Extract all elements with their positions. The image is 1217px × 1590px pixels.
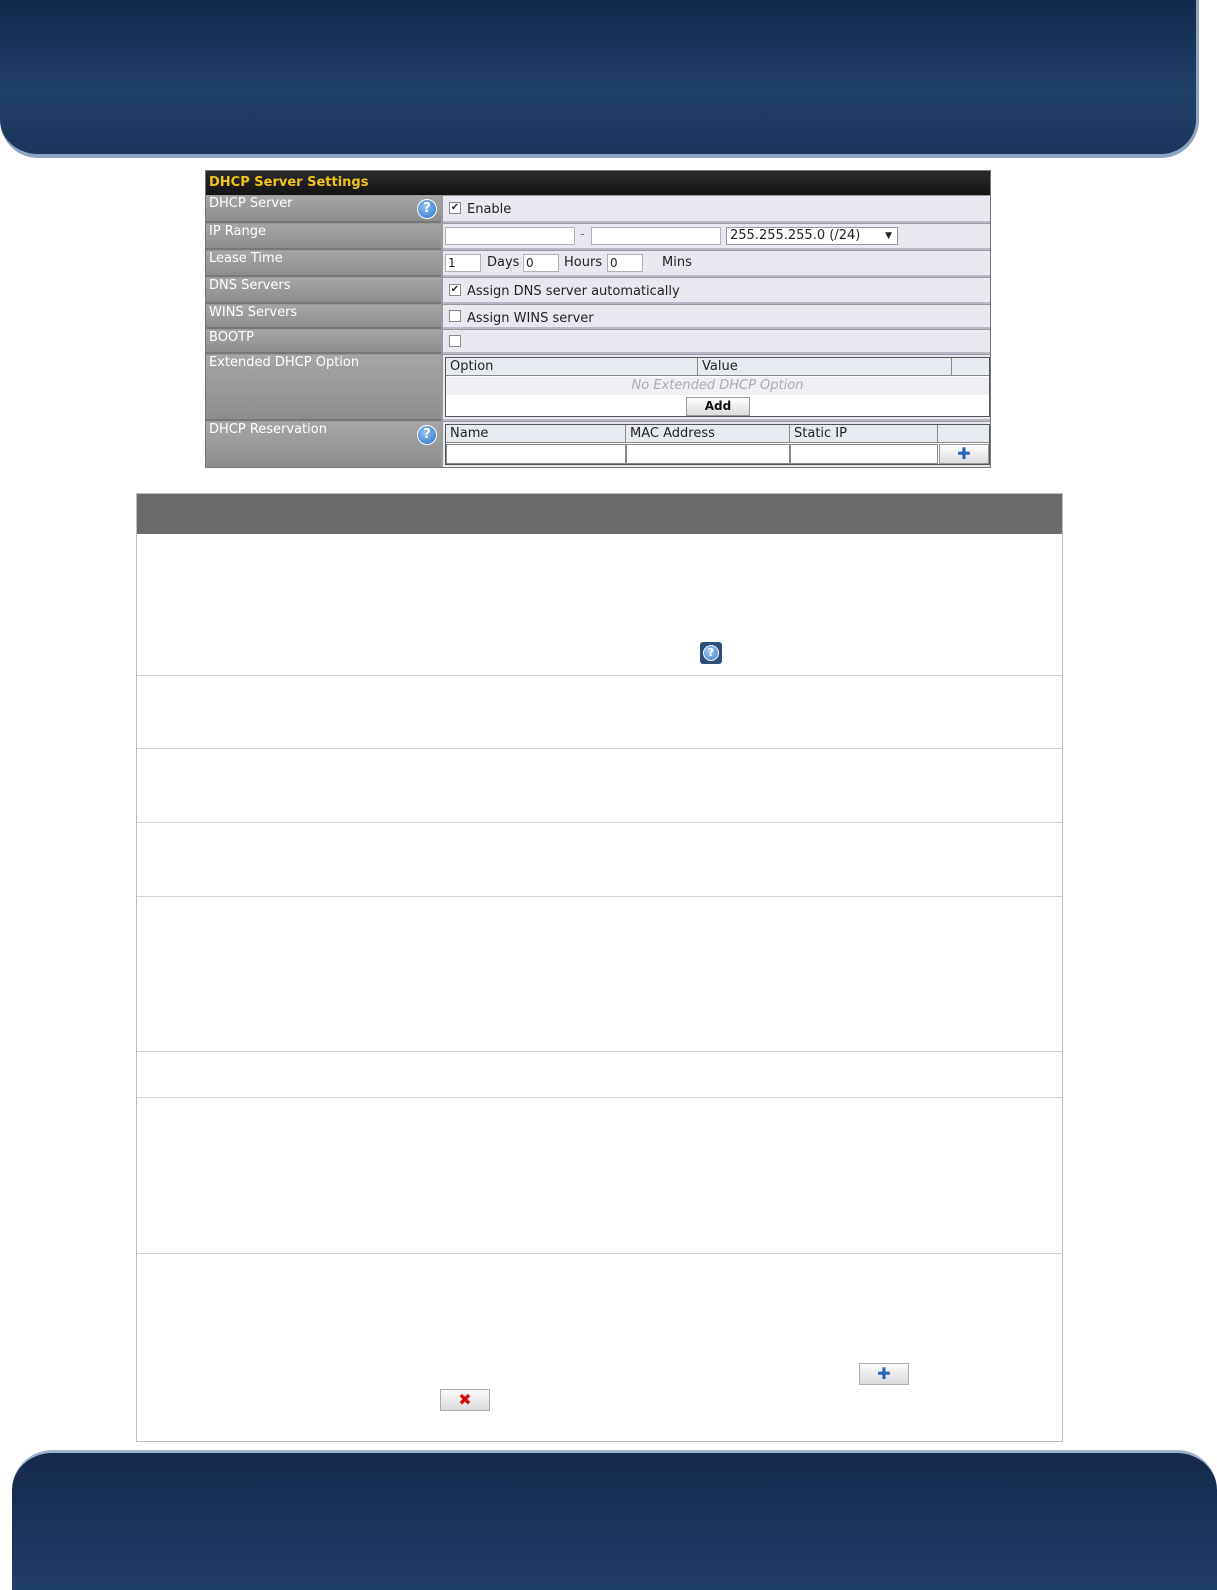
lease-hours-input[interactable]: 0 [523,254,559,272]
dns-auto-label: Assign DNS server automatically [467,284,680,299]
enable-checkbox[interactable]: ✔ [450,202,460,213]
header-banner [0,0,1199,158]
description-row [137,1254,1062,1441]
description-row [137,897,1062,1052]
plus-icon: ✚ [859,1363,909,1385]
subnet-mask-value: 255.255.255.0 (/24) [730,228,861,243]
lease-mins-input[interactable]: 0 [607,254,643,272]
help-icon[interactable]: ? [417,425,437,445]
description-row [137,534,1062,676]
help-icon: ? [700,642,722,664]
lease-days-input[interactable]: 1 [445,254,481,272]
footer-banner [12,1450,1217,1590]
description-row [137,1098,1062,1254]
row-dhcp-reservation [206,422,990,467]
row-label-bootp: BOOTP [209,330,254,345]
row-dns-servers [206,278,990,304]
description-row [137,823,1062,897]
column-header-mac-address: MAC Address [626,425,790,443]
row-label-dhcp-reservation: DHCP Reservation [209,422,327,437]
wins-checkbox[interactable] [449,310,461,322]
row-ip-range [206,224,990,250]
row-label-lease-time: Lease Time [209,251,283,266]
panel-title: DHCP Server Settings [206,171,990,195]
reservation-name-input[interactable] [446,444,626,464]
column-header-option: Option [446,358,698,376]
row-label-wins-servers: WINS Servers [209,305,298,320]
bootp-checkbox[interactable] [449,335,461,347]
description-row [137,676,1062,749]
lease-hours-label: Hours [564,255,603,270]
ip-range-end-input[interactable] [591,227,721,245]
row-dhcp-server [206,196,990,223]
extended-option-table [445,357,990,417]
row-label-ip-range: IP Range [209,224,267,239]
empty-table-message: No Extended DHCP Option [446,377,989,395]
enable-label: Enable [467,202,512,217]
add-reservation-button[interactable]: ✚ [939,444,989,464]
dhcp-server-settings-panel [205,170,991,468]
row-label-extended-dhcp-option: Extended DHCP Option [209,355,360,370]
lease-days-label: Days [487,255,520,270]
column-header-value: Value [698,358,952,376]
column-header-name: Name [446,425,626,443]
description-table-header [137,494,1062,534]
reservation-mac-input[interactable] [626,444,790,464]
description-row [137,749,1062,823]
row-wins-servers [206,305,990,329]
dropdown-arrow-icon: ▼ [885,231,892,241]
row-extended-dhcp-option [206,355,990,421]
column-header-static-ip: Static IP [790,425,938,443]
help-icon[interactable]: ? [417,199,437,219]
row-bootp [206,330,990,354]
ip-range-separator: - [580,227,585,242]
dns-auto-checkbox[interactable]: ✔ [450,284,460,295]
row-label-dns-servers: DNS Servers [209,278,291,293]
subnet-mask-select[interactable] [726,227,898,245]
row-label-dhcp-server: DHCP Server [209,196,293,211]
add-extended-option-button[interactable]: Add [686,397,750,416]
ip-range-start-input[interactable] [445,227,575,245]
wins-label: Assign WINS server [467,311,594,326]
description-table [136,493,1063,1442]
lease-mins-label: Mins [662,255,692,270]
reservation-ip-input[interactable] [790,444,938,464]
description-row [137,1052,1062,1098]
reservation-table [445,424,990,465]
row-lease-time [206,251,990,277]
delete-icon: ✖ [440,1389,490,1411]
